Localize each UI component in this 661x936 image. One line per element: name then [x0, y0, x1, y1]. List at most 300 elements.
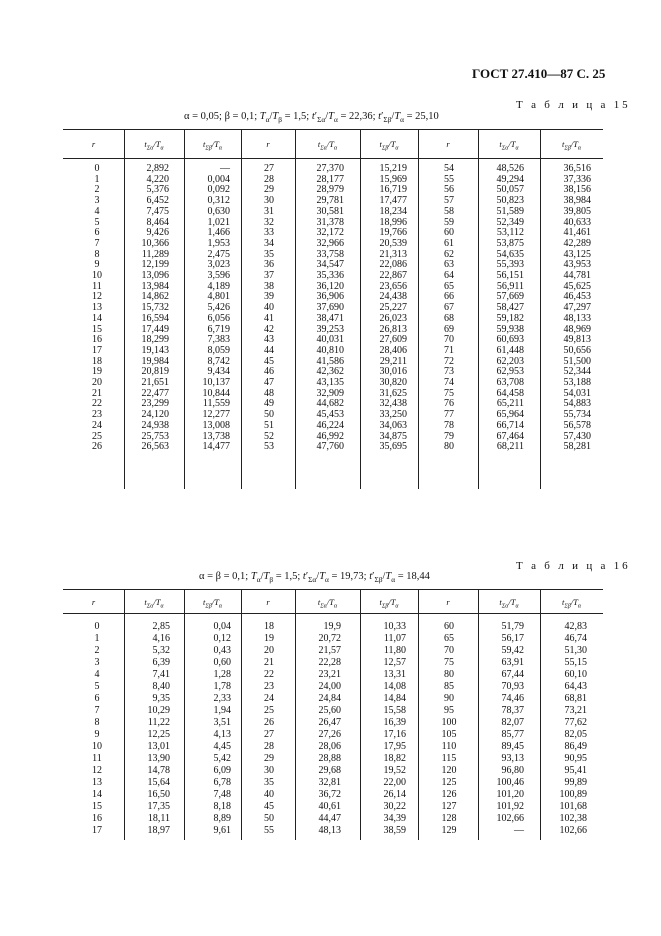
table-cell: 48,133 [563, 312, 591, 324]
table-16-column [68, 621, 126, 837]
table-cell: 10,137 [202, 377, 230, 389]
table-cell: 15,969 [379, 173, 407, 185]
table-cell: 60,10 [564, 669, 587, 680]
table-cell: 4 [94, 205, 100, 217]
table-cell: 22,086 [379, 259, 407, 271]
table-cell: 7,48 [213, 789, 231, 800]
table-cell: 74,46 [501, 693, 524, 704]
table-cell: 28,406 [379, 344, 407, 356]
table-cell: 25,60 [318, 705, 341, 716]
table-cell: 100,89 [559, 789, 587, 800]
table-cell: 67,44 [501, 669, 524, 680]
table-cell: 1,28 [213, 669, 231, 680]
table-cell: 15,219 [379, 163, 407, 174]
table-cell: 32,966 [316, 237, 344, 249]
table-15-column [424, 164, 474, 453]
table-cell: 39,253 [316, 323, 344, 335]
table-cell: 20,72 [318, 633, 341, 644]
table-cell: 5 [94, 216, 100, 228]
table-cell: 39 [264, 291, 274, 303]
table-16-label: Т а б л и ц а 16 [516, 560, 631, 572]
table-cell: 23 [264, 681, 274, 692]
table-cell: 15 [92, 801, 102, 812]
table-cell: 18,11 [147, 813, 170, 824]
table-cell: 37,336 [563, 173, 591, 185]
table-cell: 21 [264, 657, 274, 668]
table-cell: 5,376 [146, 184, 169, 196]
table-cell: 22,28 [318, 657, 341, 668]
table-cell: 70,93 [501, 681, 524, 692]
table-cell: 41,461 [563, 227, 591, 239]
table-cell: 8,40 [152, 681, 170, 692]
table-cell: 24,120 [141, 409, 169, 421]
table-cell: 10 [92, 270, 102, 282]
table-cell: 26,14 [383, 789, 406, 800]
table-cell: 2,33 [213, 693, 231, 704]
table-cell: 33,250 [379, 409, 407, 421]
table-cell: 76 [444, 398, 454, 410]
table-cell: 45 [264, 355, 274, 367]
table-cell: 1,953 [207, 237, 230, 249]
table-cell: 0,04 [213, 621, 231, 632]
table-cell: 6,719 [207, 323, 230, 335]
table-cell: 29 [264, 753, 274, 764]
table-cell: 1,466 [207, 227, 230, 239]
table-cell: 53 [264, 441, 274, 453]
table-cell: 43,953 [563, 259, 591, 271]
table-cell: 8,18 [213, 801, 231, 812]
table-cell: 10,366 [141, 237, 169, 249]
table-cell: 30,820 [379, 377, 407, 389]
table-cell: 26,563 [141, 441, 169, 453]
table-cell: 62,203 [496, 355, 524, 367]
table-16-divider [418, 589, 419, 840]
table-15-header-t-sigma-alpha: $t_{\Sigma\alpha}/T_\alpha$ [317, 139, 338, 152]
table-cell: 22 [92, 398, 102, 410]
table-16-divider [295, 589, 296, 840]
table-cell: 8 [94, 248, 100, 260]
table-cell: 13,984 [141, 280, 169, 292]
table-cell: 4 [94, 669, 100, 680]
table-15-divider [540, 129, 541, 489]
table-cell: 30,22 [383, 801, 406, 812]
table-cell: 38,471 [316, 312, 344, 324]
table-cell: 102,38 [559, 813, 587, 824]
table-15-column [542, 164, 591, 453]
table-cell: 32,172 [316, 227, 344, 239]
table-cell: 101,68 [559, 801, 587, 812]
table-cell: 1,94 [213, 705, 231, 716]
table-cell: 14 [92, 789, 102, 800]
table-cell: 42 [264, 323, 274, 335]
table-cell: 23,21 [318, 669, 341, 680]
table-cell: 6,09 [213, 765, 231, 776]
table-cell: 19,143 [141, 344, 169, 356]
table-cell: 42,362 [316, 366, 344, 378]
table-cell: 18,234 [379, 205, 407, 217]
table-cell: 70 [444, 645, 454, 656]
table-cell: 0,60 [213, 657, 231, 668]
table-16-column [424, 621, 474, 837]
table-cell: 45 [264, 801, 274, 812]
table-cell: 22 [264, 669, 274, 680]
table-15-header-rule [63, 158, 603, 159]
table-cell: 63 [444, 259, 454, 271]
table-cell: 27,370 [316, 163, 344, 174]
table-cell: 4,801 [207, 291, 230, 303]
table-cell: 4,13 [213, 729, 231, 740]
table-15-header-r: r [266, 139, 270, 149]
table-cell: 14,78 [147, 765, 170, 776]
table-cell: 50,057 [496, 184, 524, 196]
table-cell: 35 [264, 248, 274, 260]
table-cell: 16 [92, 334, 102, 346]
table-15-header-t-sigma-beta: $t_{\Sigma\beta}/T_\alpha$ [379, 139, 399, 152]
table-cell: 50 [264, 409, 274, 421]
table-cell: 9,61 [213, 825, 231, 836]
table-cell: 29,211 [379, 355, 407, 367]
table-cell: 58 [444, 205, 454, 217]
table-cell: 2 [94, 184, 100, 196]
table-cell: 102,66 [559, 825, 587, 836]
table-cell: 128 [441, 813, 457, 824]
table-cell: 89,45 [501, 741, 524, 752]
table-cell: 4,189 [207, 280, 230, 292]
table-cell: 21,57 [318, 645, 341, 656]
table-cell: 57,669 [496, 291, 524, 303]
table-cell: 58,427 [496, 302, 524, 314]
table-cell: 31 [264, 205, 274, 217]
table-cell: 41,586 [316, 355, 344, 367]
table-cell: 6,78 [213, 777, 231, 788]
table-cell: 55 [264, 825, 274, 836]
table-cell: 53,188 [563, 377, 591, 389]
table-16-header-r: r [266, 597, 270, 607]
table-cell: 90,95 [564, 753, 587, 764]
table-cell: 28,979 [316, 184, 344, 196]
table-16-header-r: r [91, 597, 96, 607]
table-cell: 44 [264, 344, 274, 356]
table-cell: 67 [444, 302, 454, 314]
table-cell: 54,031 [563, 387, 591, 399]
table-15-column [68, 164, 126, 453]
table-cell: 73,21 [564, 705, 587, 716]
table-cell: 27,26 [318, 729, 341, 740]
table-cell: 18,82 [383, 753, 406, 764]
table-cell: 56 [444, 184, 454, 196]
table-cell: 6 [94, 693, 100, 704]
table-cell: 71 [444, 344, 454, 356]
table-cell: 125 [441, 777, 457, 788]
table-cell: 75 [444, 387, 454, 399]
table-cell: 44,682 [316, 398, 344, 410]
table-cell: 17,35 [147, 801, 170, 812]
table-16-header-t-sigma-beta: $t_{\Sigma\beta}/T_\alpha$ [561, 597, 582, 610]
table-cell: 42,83 [564, 621, 587, 632]
table-cell: 26,023 [379, 312, 407, 324]
table-cell: 40,61 [318, 801, 341, 812]
table-cell: 13,008 [202, 419, 230, 431]
table-cell: 49 [264, 398, 274, 410]
table-cell: 19,52 [383, 765, 406, 776]
table-15-divider [241, 129, 242, 489]
table-cell: 1 [94, 173, 100, 185]
table-cell: 0 [94, 163, 100, 174]
table-cell: 3,51 [213, 717, 231, 728]
table-cell: 82,07 [501, 717, 524, 728]
table-cell: 25 [264, 705, 274, 716]
table-cell: 38,59 [383, 825, 406, 836]
table-cell: 18,97 [147, 825, 170, 836]
table-cell: 43,135 [316, 377, 344, 389]
table-cell: 55,393 [496, 259, 524, 271]
table-cell: 56,151 [496, 270, 524, 282]
table-16-column [244, 621, 294, 837]
table-15-label: Т а б л и ц а 15 [516, 99, 631, 111]
table-cell: 67,464 [496, 430, 524, 442]
table-cell: 55 [444, 173, 454, 185]
table-cell: 1,021 [207, 216, 230, 228]
table-cell: 78 [444, 419, 454, 431]
table-cell: 46,224 [316, 419, 344, 431]
table-cell: 24,84 [318, 693, 341, 704]
table-cell: 13,096 [141, 270, 169, 282]
table-cell: 47,297 [563, 302, 591, 314]
table-16-header-rule [63, 613, 603, 614]
table-cell: 40 [264, 789, 274, 800]
table-cell: 63,708 [496, 377, 524, 389]
table-cell: 52 [264, 430, 274, 442]
table-cell: 51 [264, 419, 274, 431]
table-16-divider [241, 589, 242, 840]
table-cell: 19 [92, 366, 102, 378]
table-cell: 8,059 [207, 344, 230, 356]
table-cell: 2,475 [207, 248, 230, 260]
table-cell: 24 [264, 693, 274, 704]
table-cell: 56,578 [563, 419, 591, 431]
table-cell: 12,25 [147, 729, 170, 740]
table-cell: 22,477 [141, 387, 169, 399]
table-cell: 40 [264, 302, 274, 314]
table-16-column [480, 621, 524, 837]
table-cell: 105 [441, 729, 457, 740]
table-cell: 11,289 [141, 248, 169, 260]
table-cell: 60,693 [496, 334, 524, 346]
table-cell: 33 [264, 227, 274, 239]
table-cell: 18,996 [379, 216, 407, 228]
table-cell: 19,766 [379, 227, 407, 239]
table-cell: 17 [92, 825, 102, 836]
table-15-header-t-sigma-alpha: $t_{\Sigma\alpha}/T_\alpha$ [144, 139, 164, 152]
table-16-params: α = β = 0,1; $T_\alpha/T_\beta = 1,5$; $t'_{\Sigma\alpha}/T_\alpha = 19,73$; $t'_{\Sigma\beta}/T_\alpha = 18,44$ [199, 571, 430, 585]
table-cell: 17,449 [141, 323, 169, 335]
table-cell: 68,211 [496, 441, 524, 453]
table-16-header-r: r [446, 597, 450, 607]
table-cell: 38 [264, 280, 274, 292]
table-cell: 27,609 [379, 334, 407, 346]
table-cell: 93,13 [501, 753, 524, 764]
table-cell: 56,17 [501, 633, 524, 644]
table-cell: 21 [92, 387, 102, 399]
table-cell: 31,378 [316, 216, 344, 228]
table-cell: 26,47 [318, 717, 341, 728]
table-cell: 15,58 [383, 705, 406, 716]
table-cell: 3 [94, 657, 100, 668]
table-cell: 36 [264, 259, 274, 271]
table-cell: 73 [444, 366, 454, 378]
table-cell: 57 [444, 195, 454, 207]
table-cell: 19,9 [323, 621, 341, 632]
table-15-divider [184, 129, 185, 489]
table-cell: 25,753 [141, 430, 169, 442]
table-cell: 2,892 [146, 163, 169, 174]
table-cell: 34,875 [379, 430, 407, 442]
table-cell: 28,177 [316, 173, 344, 185]
table-cell: 54,635 [496, 248, 524, 260]
table-cell: 64 [444, 270, 454, 282]
table-cell: 129 [441, 825, 457, 836]
table-cell: 85 [444, 681, 454, 692]
table-16-divider [478, 589, 479, 840]
table-cell: 65 [444, 280, 454, 292]
table-cell: 29,781 [316, 195, 344, 207]
table-cell: 16,50 [147, 789, 170, 800]
table-cell: 4,220 [146, 173, 169, 185]
table-cell: 13 [92, 777, 102, 788]
table-cell: 39,805 [563, 205, 591, 217]
table-cell: 19,984 [141, 355, 169, 367]
table-cell: 35,336 [316, 270, 344, 282]
table-cell: 23,656 [379, 280, 407, 292]
table-cell: 50 [264, 813, 274, 824]
table-cell: 30 [264, 195, 274, 207]
table-cell: 34,39 [383, 813, 406, 824]
table-cell: 35,695 [379, 441, 407, 453]
table-cell: 14,477 [202, 441, 230, 453]
table-cell: 13 [92, 302, 102, 314]
table-cell: 9,426 [146, 227, 169, 239]
table-16-divider [540, 589, 541, 840]
table-cell: 10 [92, 741, 102, 752]
table-cell: 36,120 [316, 280, 344, 292]
table-cell: 3,596 [207, 270, 230, 282]
table-cell: 46 [264, 366, 274, 378]
table-15-divider [418, 129, 419, 489]
table-cell: 59 [444, 216, 454, 228]
table-cell: 12,57 [383, 657, 406, 668]
table-cell: 36,72 [318, 789, 341, 800]
table-cell: 29 [264, 184, 274, 196]
table-cell: 86,49 [564, 741, 587, 752]
table-cell: 44,781 [563, 270, 591, 282]
table-cell: 85,77 [501, 729, 524, 740]
table-cell: 17,477 [379, 195, 407, 207]
table-cell: 6,452 [146, 195, 169, 207]
table-16-column [298, 621, 341, 837]
table-cell: 0 [94, 621, 100, 632]
table-cell: 11,559 [202, 398, 230, 410]
table-cell: 11,07 [383, 633, 406, 644]
table-cell: 7,475 [146, 205, 169, 217]
table-cell: 74 [444, 377, 454, 389]
table-cell: 29,68 [318, 765, 341, 776]
table-cell: 68,81 [564, 693, 587, 704]
table-16-divider [360, 589, 361, 840]
table-cell: 5,42 [213, 753, 231, 764]
table-cell: 6,056 [207, 312, 230, 324]
table-cell: 64,458 [496, 387, 524, 399]
table-cell: 24 [92, 419, 102, 431]
table-cell: 10,33 [383, 621, 406, 632]
table-cell: 1 [94, 633, 100, 644]
table-cell: 70 [444, 334, 454, 346]
table-cell: 22,867 [379, 270, 407, 282]
table-cell: 45,625 [563, 280, 591, 292]
table-15-column [362, 164, 407, 453]
table-cell: 18 [264, 621, 274, 632]
table-cell: 55,734 [563, 409, 591, 421]
table-cell: 5,426 [207, 302, 230, 314]
table-cell: 17,16 [383, 729, 406, 740]
table-cell: 1,78 [213, 681, 231, 692]
table-cell: 26 [264, 717, 274, 728]
table-cell: 38,984 [563, 195, 591, 207]
table-cell: 11,22 [147, 717, 170, 728]
table-cell: 7,383 [207, 334, 230, 346]
table-cell: 65,211 [496, 398, 524, 410]
table-cell: 5 [94, 681, 100, 692]
table-cell: 9,434 [207, 366, 230, 378]
table-cell: 51,79 [501, 621, 524, 632]
table-cell: 8,464 [146, 216, 169, 228]
table-cell: 13,90 [147, 753, 170, 764]
table-cell: 18 [92, 355, 102, 367]
table-cell: 52,349 [496, 216, 524, 228]
table-cell: 9 [94, 259, 100, 271]
table-cell: 17 [92, 344, 102, 356]
table-cell: 55,15 [564, 657, 587, 668]
table-cell: 33,758 [316, 248, 344, 260]
table-cell: 95,41 [564, 765, 587, 776]
table-cell: 53,875 [496, 237, 524, 249]
table-cell: 14,84 [383, 693, 406, 704]
table-cell: 65,964 [496, 409, 524, 421]
table-16-header-t-sigma-beta: $t_{\Sigma\beta}/T_\alpha$ [379, 597, 399, 610]
table-cell: 0,630 [207, 205, 230, 217]
table-cell: 102,66 [496, 813, 524, 824]
table-cell: 35 [264, 777, 274, 788]
table-cell: 0,12 [213, 633, 231, 644]
table-cell: 34,063 [379, 419, 407, 431]
table-cell: 32,909 [316, 387, 344, 399]
table-cell: 14,08 [383, 681, 406, 692]
table-cell: 62,953 [496, 366, 524, 378]
table-cell: 16,719 [379, 184, 407, 196]
table-cell: 25 [92, 430, 102, 442]
table-cell: 96,80 [501, 765, 524, 776]
table-cell: 40,031 [316, 334, 344, 346]
table-cell: 11 [92, 280, 102, 292]
table-cell: 25,227 [379, 302, 407, 314]
table-cell: 4,16 [152, 633, 170, 644]
table-cell: 37 [264, 270, 274, 282]
table-cell: 7 [94, 237, 100, 249]
table-cell: 16,594 [141, 312, 169, 324]
table-cell: 14,862 [141, 291, 169, 303]
table-cell: 18,299 [141, 334, 169, 346]
table-cell: 49,294 [496, 173, 524, 185]
table-cell: 47 [264, 377, 274, 389]
